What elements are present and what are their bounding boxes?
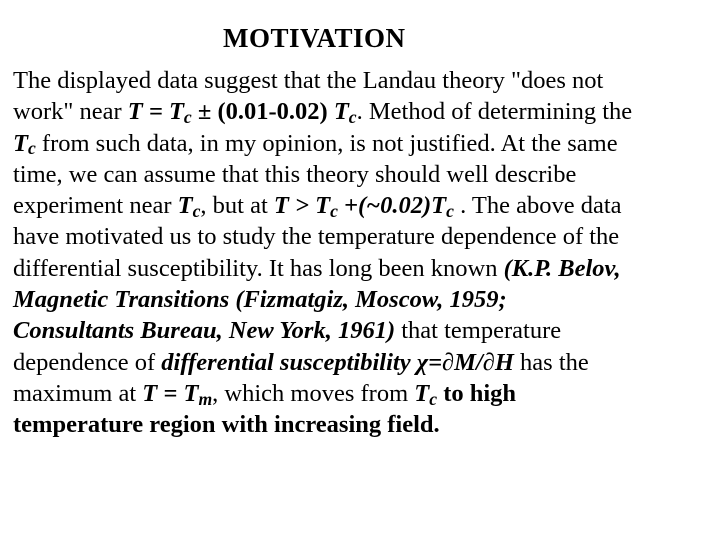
text-run: have motivated us to study the temperature dependence of the xyxy=(13,223,620,251)
text-run: time, we can assume that this theory should well describe xyxy=(13,160,577,188)
text-run: The displayed data suggest that the Landau theory "does not xyxy=(13,67,604,94)
text-run: differential susceptibility xyxy=(161,348,417,376)
text-run: T xyxy=(177,192,193,220)
text-run: T xyxy=(13,129,28,157)
text-line xyxy=(13,378,718,409)
text-run: T xyxy=(414,379,430,407)
text-line xyxy=(13,221,718,252)
text-run: +(~0.02)T xyxy=(337,192,447,220)
text-line xyxy=(13,347,718,378)
subscript: c xyxy=(192,201,201,222)
slide-body-text xyxy=(13,65,718,441)
text-run: from such data, in my opinion, is not justified. At the same xyxy=(35,129,618,157)
text-run: dependence of xyxy=(13,348,162,376)
subscript: c xyxy=(348,107,357,128)
text-line xyxy=(13,253,718,284)
subscript: c xyxy=(27,138,36,159)
text-run: T = T xyxy=(142,379,199,407)
text-line xyxy=(13,159,718,190)
text-line xyxy=(13,65,718,96)
subscript: c xyxy=(330,201,338,222)
text-run: T = T xyxy=(127,98,184,126)
text-run: T > T xyxy=(273,192,331,220)
text-run: maximum at xyxy=(13,379,143,407)
text-run: that temperature xyxy=(395,317,562,345)
subscript: c xyxy=(446,201,454,222)
text-run: (K.P. Belov, xyxy=(503,254,621,282)
text-line xyxy=(13,96,718,127)
subscript: c xyxy=(429,388,438,409)
subscript: c xyxy=(183,107,192,128)
text-run: differential susceptibility. It has long been known xyxy=(13,254,504,282)
text-line xyxy=(13,128,718,159)
text-run: T xyxy=(333,98,349,126)
text-line xyxy=(13,315,718,346)
text-line xyxy=(13,409,718,440)
slide-title: MOTIVATION xyxy=(223,23,406,53)
text-line xyxy=(13,284,718,315)
text-run: χ=∂M/∂H xyxy=(416,348,514,376)
text-line xyxy=(13,190,718,221)
text-run: has the xyxy=(513,348,589,376)
text-run: work" near xyxy=(13,98,128,126)
text-run: temperature region with increasing field. xyxy=(13,411,440,439)
text-run: Consultants Bureau, New York, 1961) xyxy=(13,317,396,345)
text-run: . The above data xyxy=(453,192,622,220)
text-run: . Method of determining the xyxy=(356,98,633,126)
text-run: to high xyxy=(437,379,517,407)
text-run: , which moves from xyxy=(212,379,415,407)
text-run: , but at xyxy=(200,192,274,220)
subscript: m xyxy=(198,388,213,409)
text-run: ± (0.01-0.02) xyxy=(191,98,334,126)
text-run: Magnetic Transitions (Fizmatgiz, Moscow, 1959; xyxy=(13,286,507,314)
text-run: experiment near xyxy=(13,192,178,220)
